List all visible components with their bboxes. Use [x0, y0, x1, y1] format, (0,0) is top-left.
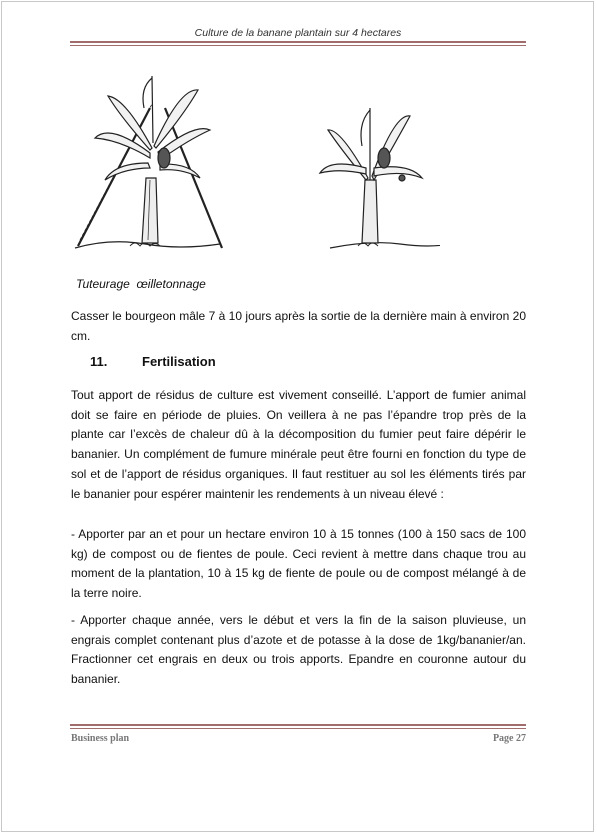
footer-rule-thin	[70, 728, 526, 729]
footer-rule-thick	[70, 724, 526, 726]
paragraph-fertilisation-intro: Tout apport de résidus de culture est vivement conseillé. L’apport de fumier animal doit se faire en période de pluies. On veillera à ne pas l’épandre trop près de la plante car l’excès de chaleur dû à la décomposition du fumier peut faire dépérir le bananier. Un complément de fumure minérale peut être fourni en fonction du type de sol et de l’apport de résidus organiques. Il faut restituer au sol les éléments tirés par le bananier pour espérer maintenir les rendements à un niveau élevé :	[71, 388, 526, 501]
paragraph-compost-application: - Apporter par an et pour un hectare environ 10 à 15 tonnes (100 à 150 sacs de 100 kg) de compost ou de fientes de poule. Ceci revient à mettre dans chaque trou au moment de la plantation, 10 à 15 kg de fiente de poule ou de compost mélangé à de la terre noire.	[71, 527, 526, 601]
paragraph-male-bud: Casser le bourgeon mâle 7 à 10 jours après la sortie de la dernière main à environ 20 cm.	[71, 309, 526, 343]
page-number: Page 27	[492, 733, 526, 744]
figure-caption: Tuteurage œilletonnage	[76, 277, 206, 291]
section-title: Fertilisation	[142, 354, 216, 369]
banana-plant-illustration	[70, 68, 440, 263]
section-number: 11.	[90, 354, 108, 369]
header-rule-thick	[70, 41, 526, 43]
section-heading	[90, 354, 216, 369]
header-rule-thin	[70, 45, 526, 46]
paragraph-fertilizer-application: - Apporter chaque année, vers le début et vers la fin de la saison pluvieuse, un engrais complet contenant plus d’azote et de potasse à la dose de 1kg/bananier/an. Fractionner cet engrais en deux ou trois apports. Epandre en couronne autour du bananier.	[71, 613, 526, 687]
sucker-pruned-banana-plant-drawing	[320, 108, 440, 248]
running-header: Culture de la banane plantain sur 4 hectares	[194, 27, 402, 39]
footer-document-title: Business plan	[71, 733, 130, 744]
staked-banana-plant-drawing	[75, 76, 222, 248]
